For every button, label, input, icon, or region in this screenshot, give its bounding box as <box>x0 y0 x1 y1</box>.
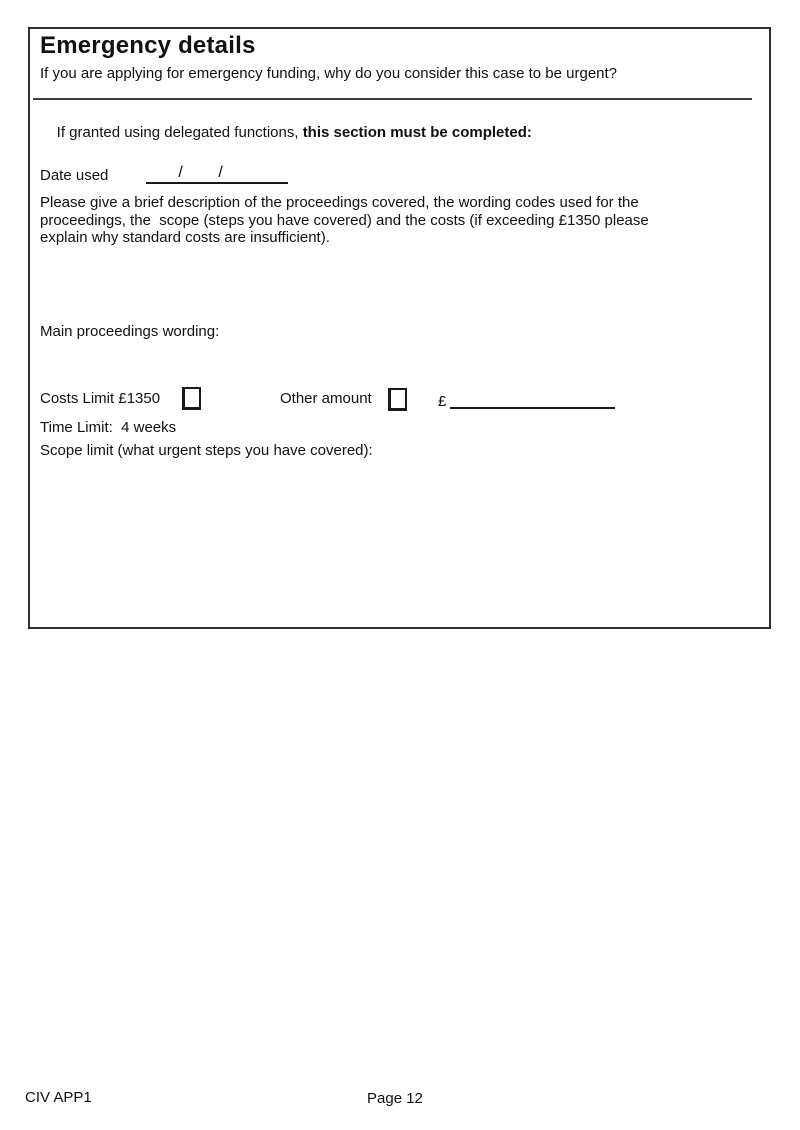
other-amount-checkbox[interactable] <box>388 388 407 411</box>
description-request-line: explain why standard costs are insufficient). <box>40 229 330 246</box>
date-used-label: Date used <box>40 167 109 184</box>
scope-limit-answer-area[interactable] <box>40 431 740 623</box>
costs-limit-row <box>40 386 755 412</box>
main-wording-answer-area[interactable] <box>40 313 740 355</box>
delegated-functions-note <box>40 107 755 158</box>
urgency-question: If you are applying for emergency funding, why do you consider this case to be urgent? <box>40 65 618 82</box>
emergency-details-section <box>28 27 771 629</box>
footer-page-number: Page 12 <box>367 1090 423 1107</box>
delegated-functions-prefix: If granted using delegated functions, <box>56 124 303 141</box>
delegated-functions-requirement: this section must be completed: <box>302 124 532 141</box>
time-limit-label: Time Limit: 4 weeks <box>40 418 177 436</box>
description-request-line: Please give a brief description of the proceedings covered, the wording codes used for the <box>40 194 639 211</box>
section-divider <box>33 98 752 100</box>
date-separator: / <box>178 164 183 181</box>
other-amount-field[interactable] <box>450 387 615 409</box>
other-amount-label: Other amount <box>280 389 372 407</box>
date-used-field[interactable] <box>146 162 288 184</box>
footer-form-code: CIV APP1 <box>25 1089 92 1106</box>
description-request-line: proceedings, the scope (steps you have covered) and the costs (if exceeding £1350 please <box>40 211 649 229</box>
date-separator: / <box>218 164 223 181</box>
costs-limit-label: Costs Limit £1350 <box>40 389 161 407</box>
scope-limit-label: Scope limit (what urgent steps you have covered): <box>40 441 373 459</box>
main-proceedings-wording-label: Main proceedings wording: <box>40 322 220 340</box>
date-used-row <box>40 164 755 184</box>
costs-limit-checkbox[interactable] <box>182 387 201 410</box>
currency-symbol: £ <box>438 392 447 410</box>
description-answer-area[interactable] <box>40 219 740 289</box>
section-title: Emergency details <box>40 32 256 59</box>
